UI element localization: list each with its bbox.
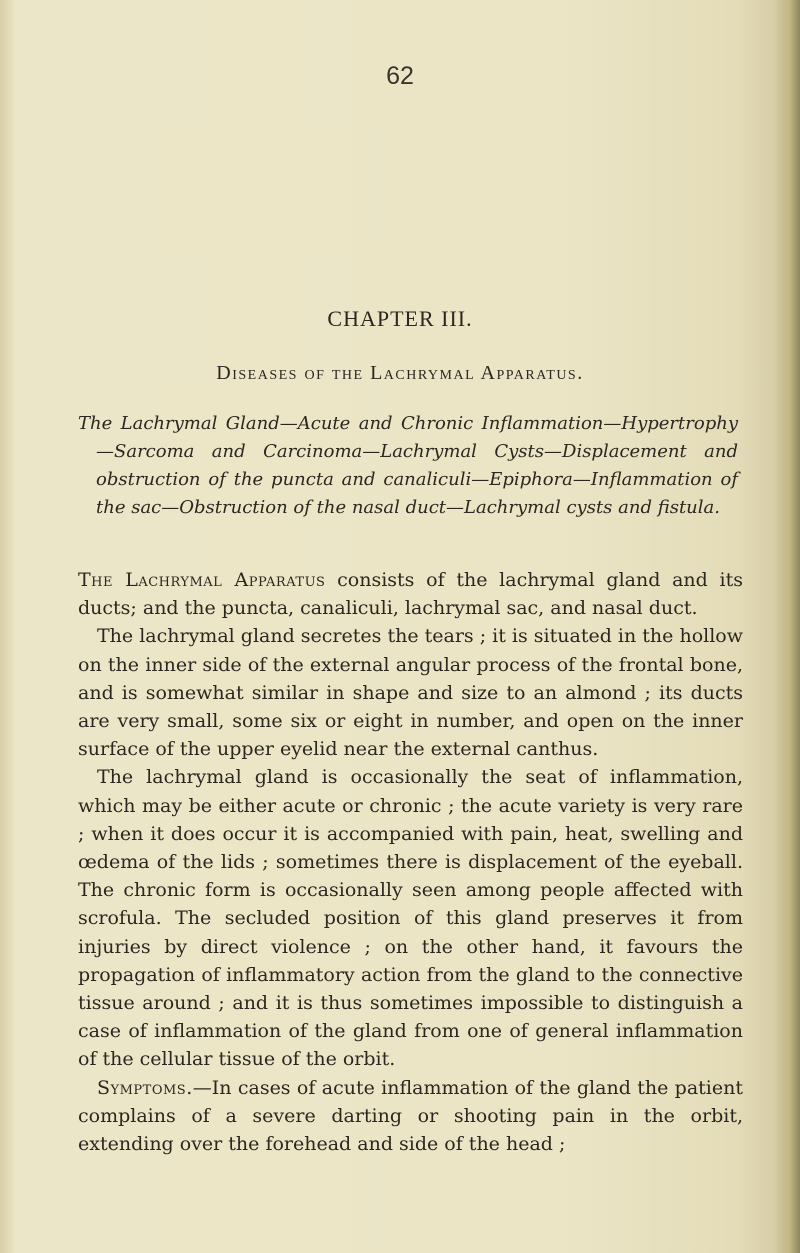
- body-text: [78, 566, 743, 1158]
- paragraph: [78, 566, 743, 622]
- chapter-synopsis: [78, 410, 738, 522]
- paragraph-lead: The Lachrymal Apparatus: [78, 569, 326, 591]
- paragraph: [78, 622, 743, 763]
- paragraph: [78, 763, 743, 1073]
- page-right-edge: [774, 0, 800, 1253]
- page-left-edge: [0, 0, 14, 1253]
- paragraph-text: consists of the lachrymal gland and its ducts; and the puncta, canaliculi, lachrymal sac, and nasal duct.: [78, 569, 743, 620]
- paragraph: [78, 1074, 743, 1159]
- paragraph-text: —In cases of acute inflammation of the gland the patient complains of a severe darting or shooting pain in the orbit, extending over the forehead and side of the head ;: [78, 1076, 743, 1156]
- synopsis-text: The Lachrymal Gland—Acute and Chronic Inflammation—Hypertrophy—Sarcoma and Carcinoma—Lachrymal Cysts—Displacement and obstruction of the puncta and canaliculi—Epiphora—Inflammation of the sac—Obstruction of the nasal duct—Lachrymal cysts and fistula.: [78, 413, 738, 518]
- paragraph-text: The lachrymal gland secretes the tears ; it is situated in the hollow on the inner side of the external angular process of the frontal bone, and is somewhat similar in shape and size to an almond ; its ducts are very small, some six or eight in number, and open on the inner surface of the upper eyelid near the external canthus.: [78, 625, 743, 761]
- chapter-subtitle: Diseases of the Lachrymal Apparatus.: [216, 362, 584, 384]
- page-number: 62: [386, 62, 414, 90]
- paragraph-text: The lachrymal gland is occasionally the seat of inflammation, which may be either acute or chronic ; the acute variety is very rare ; when it does occur it is accompanied with pain, heat, swelling and œdema of the lids ; sometimes there is displacement of the eyeball. The chronic form is occasionally seen among people affected with scrofula. The secluded position of this gland preserves it from injuries by direct violence ; on the other hand, it favours the propagation of inflammatory action from the gland to the connective tissue around ; and it is thus sometimes impossible to distinguish a case of inflammation of the gland from one of general inflammation of the cellular tissue of the orbit.: [78, 766, 743, 1071]
- chapter-title: CHAPTER III.: [327, 306, 473, 331]
- paragraph-lead: Symptoms.: [97, 1076, 193, 1099]
